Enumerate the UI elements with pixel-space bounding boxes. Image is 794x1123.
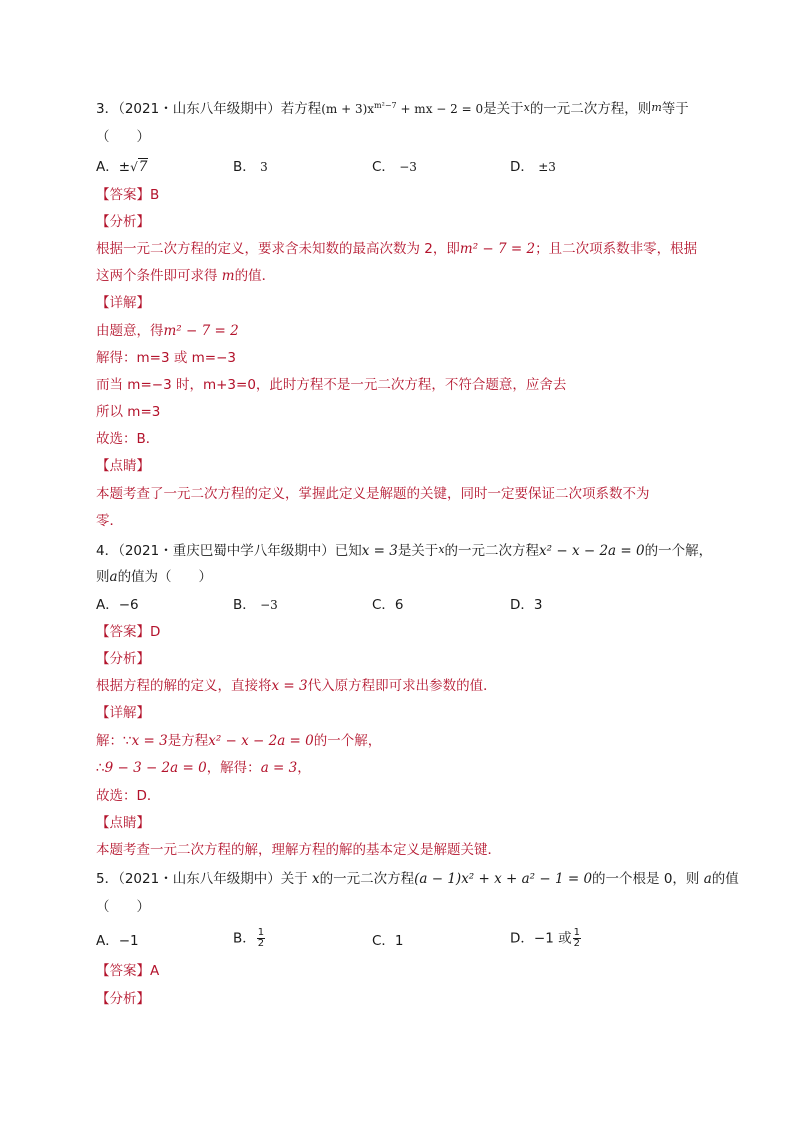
q4-detail-text-b: 是方程: [167, 733, 209, 749]
q3-detail-text-3b: m+3=0: [202, 377, 256, 393]
q3-option-c-value: −3: [399, 160, 417, 174]
q4-eq-x3: x = 3: [361, 543, 398, 559]
q5-option-d-denominator: 2: [573, 938, 580, 949]
sqrt-icon: √: [130, 160, 138, 174]
q5-var-a: a: [703, 871, 712, 887]
q4-stem-text: 4．（2021・重庆巴蜀中学八年级期中）已知: [96, 543, 362, 559]
q5-option-b-denominator: 2: [257, 938, 265, 949]
q4-detail-text-c: 的一个解，: [313, 733, 382, 749]
q5-option-b-numerator: 1: [257, 927, 265, 938]
q3-stem-text-d: 等于: [661, 101, 689, 117]
q5-analysis-heading: 【分析】: [96, 991, 150, 1007]
q4-detail-line-1: [96, 732, 381, 750]
q3-stem-text-b: 是关于: [483, 101, 524, 117]
q3-stem-text: 3．（2021・山东八年级期中）若方程: [96, 101, 322, 117]
q3-detail-text-3c: ，此时方程不是一元二次方程，不符合题意，应舍去: [255, 377, 567, 393]
q5-paren: （ ）: [96, 899, 150, 915]
q4-analysis-eq: x = 3: [271, 678, 308, 694]
q3-stem: [96, 99, 689, 118]
q3-paren: （ ）: [96, 129, 150, 145]
q4-var-x: x: [438, 543, 445, 556]
q5-var-x: x: [312, 871, 320, 887]
q3-point-line-1: 本题考查了一元二次方程的定义，掌握此定义是解题的关键，同时一定要保证二次项系数不为: [96, 486, 650, 502]
q4-option-a[interactable]: A．−6: [96, 597, 139, 613]
q4-option-c[interactable]: C．6: [372, 597, 404, 613]
q3-eq-exponent: m²−7: [374, 101, 397, 110]
q3-answer: 【答案】B: [96, 187, 160, 203]
q3-option-b[interactable]: [233, 158, 268, 176]
q4-detail-text-2c: ，: [297, 760, 311, 776]
q5-option-d-numerator: 1: [573, 927, 580, 938]
q3-var-x: x: [523, 101, 530, 114]
q4-point-line-1: 本题考查一元二次方程的解，理解方程的解的基本定义是解题关键．: [96, 842, 501, 858]
q4-analysis-line-1: [96, 677, 497, 695]
q4-stem-text-b: 是关于: [397, 543, 439, 559]
q3-analysis-text-b: ；且二次项系数非零，根据: [535, 241, 698, 257]
q4-stem-line-2: [96, 568, 212, 586]
q4-answer: 【答案】D: [96, 624, 161, 640]
q4-detail-line-3: 故选：D．: [96, 788, 161, 804]
q3-analysis-line-2: [96, 267, 275, 285]
q4-option-b-value: −3: [260, 598, 278, 612]
q3-var-m: m: [651, 101, 662, 114]
q5-stem: [96, 870, 739, 888]
q3-detail-text: 由题意，得: [96, 323, 164, 339]
q3-stem-text-c: 的一元二次方程，则: [529, 101, 652, 117]
q5-equation: (a − 1)x² + x + a² − 1 = 0: [414, 871, 593, 887]
q4-detail-eq4: a = 3: [260, 760, 298, 776]
q3-option-c[interactable]: [372, 158, 417, 176]
q4-analysis-text-b: 代入原方程即可求出参数的值．: [307, 678, 497, 694]
q3-option-a-radicand: 7: [138, 159, 148, 175]
q3-option-c-label: C．: [372, 159, 395, 175]
q4-equation: x² − x − 2a = 0: [539, 543, 645, 559]
q5-option-d-label: D．−1 或: [510, 930, 572, 947]
q5-option-b-label: B．: [233, 930, 256, 947]
q5-stem-text-b: 的一元二次方程: [319, 871, 415, 887]
q4-detail-eq3: 9 − 3 − 2a = 0: [104, 760, 207, 776]
q4-point-heading: 【点睛】: [96, 815, 150, 831]
q4-detail-eq: x = 3: [131, 733, 168, 749]
therefore-icon: ∴: [96, 760, 105, 776]
q4-detail-line-2: [96, 759, 311, 777]
q3-analysis-var-m: m: [221, 268, 235, 284]
q3-detail-eq: m² − 7 = 2: [163, 323, 239, 339]
q3-option-a-pm: ±: [118, 159, 131, 175]
q3-analysis-text-2a: 这两个条件即可求得: [96, 268, 222, 284]
q3-detail-line-4: 所以 m=3: [96, 404, 161, 420]
q4-detail-eq2: x² − x − 2a = 0: [208, 733, 314, 749]
q3-point-heading: 【点睛】: [96, 458, 150, 474]
q3-detail-heading: 【详解】: [96, 295, 150, 311]
q3-analysis-text-2b: 的值．: [234, 268, 276, 284]
q5-option-d-fraction: [573, 928, 581, 949]
q5-stem-text: 5．（2021・山东八年级期中）关于: [96, 871, 312, 887]
q3-detail-line-3: [96, 376, 566, 394]
q5-option-b[interactable]: [233, 928, 266, 949]
q3-detail-line-5: 故选：B．: [96, 431, 160, 447]
q3-equation: [321, 102, 483, 116]
q4-analysis-heading: 【分析】: [96, 651, 150, 667]
q4-stem-text-d: 的一个解，: [644, 543, 713, 559]
q5-option-c[interactable]: C．1: [372, 933, 404, 949]
q3-eq-part-a: (m + 3)x: [321, 102, 375, 116]
q3-option-d[interactable]: [510, 158, 556, 176]
q5-stem-text-d: 的值: [711, 871, 739, 887]
q4-stem-text-2b: 的值为（ ）: [117, 569, 213, 585]
q3-detail-line-2: 解得：m=3 或 m=−3: [96, 350, 236, 366]
q3-option-d-value: ±3: [538, 160, 556, 174]
q3-analysis-text: 根据一元二次方程的定义，要求含未知数的最高次数为 2，即: [96, 241, 460, 257]
q4-detail-heading: 【详解】: [96, 705, 150, 721]
q3-detail-text-3a: 而当 m=−3 时，: [96, 377, 203, 393]
q3-option-d-label: D．: [510, 159, 534, 175]
q4-stem: [96, 541, 712, 560]
q5-stem-text-c: 的一个根是 0，则: [592, 871, 704, 887]
q4-option-b[interactable]: [233, 596, 278, 614]
q3-option-a-label: A．: [96, 159, 119, 175]
q4-option-d[interactable]: D．3: [510, 597, 543, 613]
q3-analysis-heading: 【分析】: [96, 214, 150, 230]
q4-option-b-label: B．: [233, 597, 256, 613]
q5-option-a[interactable]: A．−1: [96, 933, 139, 949]
q4-stem-text-2a: 则: [96, 569, 110, 585]
q3-eq-part-b: + mx − 2 = 0: [396, 102, 484, 116]
q4-stem-text-c: 的一元二次方程: [444, 543, 540, 559]
q4-analysis-text: 根据方程的解的定义，直接将: [96, 678, 272, 694]
q4-var-a: a: [109, 569, 118, 585]
q3-point-line-2: 零．: [96, 513, 123, 529]
q5-option-b-fraction: [257, 928, 265, 949]
q3-detail-line-1: [96, 322, 239, 340]
q4-detail-text-2b: ，解得：: [206, 760, 261, 776]
q3-option-a[interactable]: [96, 158, 148, 176]
q4-detail-text: 解：∵: [96, 733, 132, 749]
q5-answer: 【答案】A: [96, 963, 160, 979]
q3-option-b-label: B．: [233, 159, 256, 175]
q5-option-d[interactable]: [510, 928, 582, 949]
q3-analysis-line-1: [96, 240, 697, 258]
q3-analysis-eq: m² − 7 = 2: [459, 241, 536, 257]
q3-option-b-value: 3: [260, 160, 268, 174]
